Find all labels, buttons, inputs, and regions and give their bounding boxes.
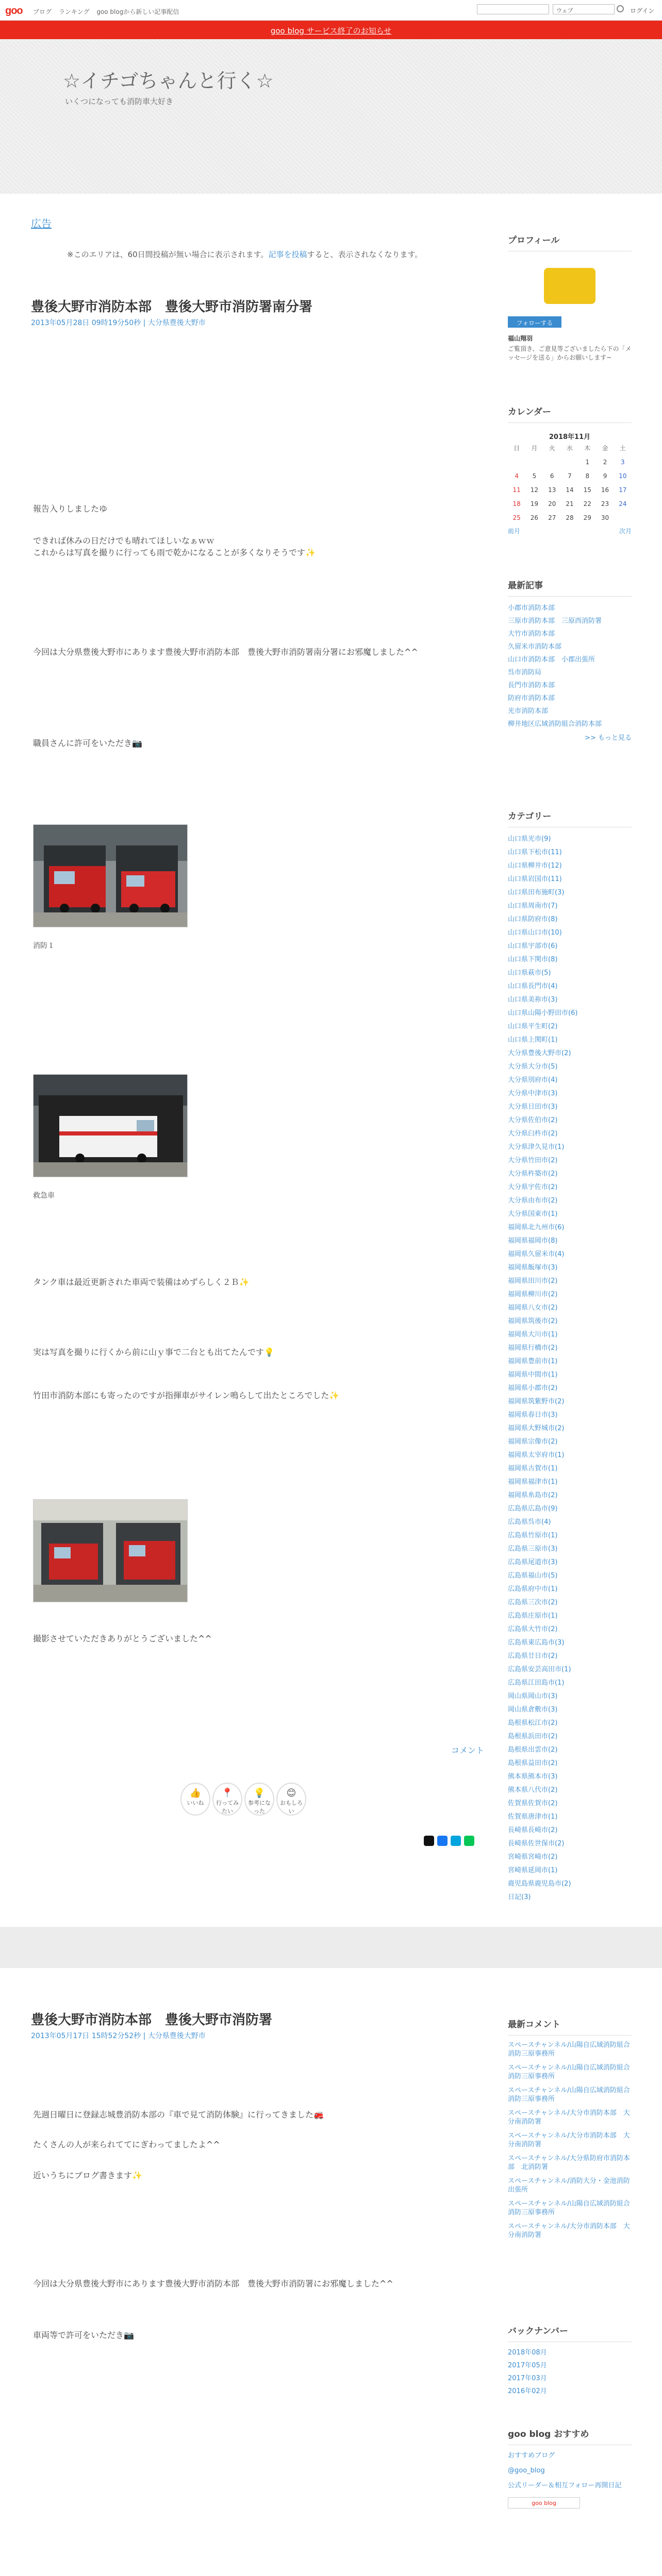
calendar-day: 13 [548,486,556,494]
line-share-icon[interactable] [464,1836,474,1846]
post-paragraph: 今回は大分県豊後大野市にあります豊後大野市消防本部 豊後大野市消防署南分署にお邪魔しました^^ [33,647,418,657]
category-link[interactable]: 熊本県八代市(2) [508,1786,558,1794]
post-paragraph: タンク車は最近更新された車両で装備はめずらしく２Ｂ✨ [33,1277,250,1287]
fire-station-image [34,825,188,927]
category-link[interactable]: 山口県岩国市(11) [508,875,562,883]
weekday: 金 [602,445,608,452]
category-link[interactable]: 山口県山陽小野田市(6) [508,1009,578,1017]
category-link[interactable]: 福岡県糸島市(2) [508,1492,558,1499]
category-link[interactable]: 島根県益田市(2) [508,1759,558,1767]
category-link[interactable]: 広島県呉市(4) [508,1518,551,1526]
category-link[interactable]: 福岡県豊前市(1) [508,1358,558,1365]
category-link[interactable]: 山口県周南市(7) [508,902,558,910]
recent-post-link[interactable]: 三原市消防本部 三原西消防署 [508,617,602,625]
nav-new[interactable]: goo blogから新しい記事配信 [96,8,179,15]
service-notice-link[interactable]: goo blog サービス終了のお知らせ [270,26,392,36]
post-article-link[interactable]: 記事を投稿 [268,250,307,259]
goo-recommend-link[interactable]: 公式リーダー＆相互フォロー再開日記 [508,2482,622,2489]
category-link[interactable]: 山口県柳井市(12) [508,862,562,870]
recent-post-link[interactable]: 柳井地区広域消防組合消防本部 [508,720,602,728]
category-link[interactable]: 山口県下関市(8) [508,956,558,963]
category-link[interactable]: 山口県防府市(8) [508,916,558,923]
login-link[interactable]: ログイン [630,7,655,14]
post-meta[interactable]: 2013年05月28日 09時19分50秒 | 大分県豊後大野市 [31,319,206,327]
category-link[interactable]: 福岡県筑後市(2) [508,1317,558,1325]
calendar-day: 24 [619,500,627,507]
x-share-icon[interactable] [424,1836,434,1846]
reaction-label: いいね [187,1800,204,1806]
blog-title[interactable]: ☆イチゴちゃんと行く☆ [63,70,274,92]
goo-recommend-link[interactable]: おすすめブログ [508,2452,555,2460]
calendar-day: 12 [530,486,539,494]
calendar-month: 2018年11月 [549,433,591,441]
recent-post-link[interactable]: 防府市消防本部 [508,694,555,702]
category-link[interactable]: 長崎県佐世保市(2) [508,1840,565,1848]
category-link[interactable]: 鹿児島県鹿児島市(2) [508,1880,571,1888]
calendar-day: 22 [583,500,591,507]
top-nav [33,7,184,16]
category-link[interactable]: 広島県東広島市(3) [508,1639,565,1647]
post-paragraph: 竹田市消防本部にも寄ったのですが指揮車がサイレン鳴らして出たところでした✨ [33,1391,340,1400]
weekday: 土 [619,445,626,452]
goo-recommend-list [508,2451,632,2490]
top-bar [0,0,662,21]
category-link[interactable]: 大分県国東市(1) [508,1210,558,1218]
post-paragraph: できれば休みの日だけでも晴れてほしいなぁｗｗ [33,536,215,546]
category-link[interactable]: 福岡県久留米市(4) [508,1250,565,1258]
goo-logo[interactable]: goo [5,5,23,16]
more-link[interactable]: >> もっと見る [585,734,632,742]
blog-subtitle: いくつになっても消防車大好き [65,97,174,106]
calendar-day: 5 [532,472,537,480]
category-link[interactable]: 広島県福山市(5) [508,1572,558,1580]
goo-blog-badge[interactable]: goo blog [508,2497,580,2509]
section-band [0,1927,662,1968]
category-link[interactable]: 福岡県行橋市(2) [508,1344,558,1352]
category-link[interactable]: 山口県宇部市(6) [508,942,558,950]
profile-name[interactable]: 福山翔羽 [508,335,533,342]
comment-link-item[interactable]: スペースチャンネル/山陽自広域消防組合 消防三原事務所 [508,2041,637,2058]
goo-recommend-link[interactable]: @goo_blog [508,2467,545,2475]
calendar-day: 19 [530,500,539,507]
calendar-day: 3 [621,458,625,466]
nav-ranking[interactable]: ランキング [58,8,90,15]
category-link[interactable]: 広島県大竹市(2) [508,1625,558,1633]
widget-heading: バックナンバー [508,2324,632,2342]
post-paragraph: 車両等で許可をいただき📷 [33,2330,134,2340]
calendar-week [508,455,632,469]
weekday: 水 [566,445,573,452]
calendar-day: 26 [530,514,539,521]
search-icon[interactable] [617,5,624,12]
widget-heading: プロフィール [508,233,632,251]
comment-link-item[interactable]: スペースチャンネル/山陽自広域消防組合 消防三原事務所 [508,2200,637,2216]
category-link[interactable]: 福岡県八女市(2) [508,1304,558,1312]
reaction-label: 参考になった [248,1800,271,1815]
calendar-week [508,497,632,511]
post-paragraph: 実は写真を撮りに行くから前に山ｙ事で二台とも出てたんです💡 [33,1347,274,1357]
post-paragraph: たくさんの人が来られててにぎわってましたよ^^ [33,2140,220,2149]
widget-heading: goo blog おすすめ [508,2427,632,2445]
category-link[interactable]: 広島県府中市(1) [508,1585,558,1593]
category-link[interactable]: 福岡県春日市(3) [508,1411,558,1419]
category-link[interactable]: 佐賀県佐賀市(2) [508,1800,558,1807]
categories-widget [508,809,632,1906]
comment-link-item[interactable]: スペースチャンネル/大分市消防本部 大分南消防署 [508,2223,630,2239]
calendar-day: 6 [550,472,554,480]
category-link[interactable]: 福岡県筑紫野市(2) [508,1398,565,1405]
weekday: 日 [514,445,520,452]
post-paragraph: 職員さんに許可をいただき📷 [33,738,142,748]
recent-posts-widget [508,578,632,742]
calendar-table [508,441,632,524]
recent-posts-list [508,604,632,728]
pin-icon: 📍 [221,1788,234,1799]
category-link[interactable]: 山口県田布施町(3) [508,889,565,896]
calendar-day: 25 [512,514,521,521]
post-meta[interactable]: 2013年05月17日 15時52分52秒 | 大分県豊後大野市 [31,2032,206,2040]
category-link[interactable]: 山口県萩市(5) [508,969,551,977]
backnumber-link[interactable]: 2017年03月 [508,2375,547,2382]
calendar-widget [508,404,632,535]
calendar-day: 8 [585,472,590,480]
calendar-day [614,511,632,524]
category-link[interactable]: 佐賀県唐津市(1) [508,1813,558,1821]
category-link[interactable]: 福岡県福津市(1) [508,1478,558,1486]
calendar-day [525,455,543,469]
post-paragraph: 撮影させていただきありがとうございました^^ [33,1634,212,1643]
category-link[interactable]: 日記(3) [508,1893,531,1901]
recent-post-link[interactable]: 小郡市消防本部 [508,604,555,612]
category-link[interactable]: 山口県下松市(11) [508,849,562,856]
smile-icon: 😊 [286,1788,296,1799]
comment-link-item[interactable]: スペースチャンネル/山陽自広域消防組合 消防三原事務所 [508,2064,637,2080]
thumbs-up-icon: 👍 [189,1788,202,1799]
calendar-day: 23 [601,500,609,507]
post-2-header [31,2009,479,2041]
category-link[interactable]: 広島県三次市(2) [508,1599,558,1606]
category-link[interactable]: 福岡県飯塚市(3) [508,1264,558,1272]
post-title[interactable]: 豊後大野市消防本部 豊後大野市消防署南分署 [31,299,313,315]
lightbulb-icon: 💡 [253,1788,266,1799]
calendar-day: 2 [603,458,607,466]
post-1-header [31,296,479,328]
category-link[interactable]: 岡山県岡山市(3) [508,1692,558,1700]
fire-garage-image [34,1500,188,1602]
reaction-funny-button[interactable] [276,1783,306,1816]
category-link[interactable]: 福岡県柳川市(2) [508,1291,558,1298]
recent-post-link[interactable]: 長門市消防本部 [508,682,555,689]
category-link[interactable]: 福岡県古賀市(1) [508,1465,558,1472]
comment-list [508,2041,637,2240]
avatar[interactable] [544,268,595,304]
widget-heading: 最新記事 [508,578,632,597]
follow-button[interactable]: フォローする [508,316,561,328]
goo-recommend-widget [508,2427,632,2509]
calendar-week [508,469,632,483]
category-link[interactable]: 大分県津久見市(1) [508,1143,565,1151]
reaction-label: おもしろい [280,1800,303,1815]
recent-post-link[interactable]: 大竹市消防本部 [508,630,555,638]
category-link[interactable]: 山口県光市(9) [508,835,551,843]
category-link[interactable]: 広島県安芸高田市(1) [508,1666,571,1673]
calendar-day: 11 [512,486,521,494]
category-link[interactable]: 大分県臼杵市(2) [508,1130,558,1138]
category-link[interactable]: 山口県美祢市(3) [508,996,558,1004]
blog-header [0,39,662,194]
category-link[interactable]: 山口県平生町(2) [508,1023,558,1030]
comment-link[interactable]: コメント [451,1745,485,1755]
photo-caption: 救急車 [33,1192,55,1200]
backnumber-link[interactable]: 2017年05月 [508,2362,547,2369]
category-link[interactable]: 宮崎県宮崎市(2) [508,1853,558,1861]
category-link[interactable]: 広島県庄原市(1) [508,1612,558,1620]
category-link[interactable]: 大分県別府市(4) [508,1076,558,1084]
post-paragraph: これからは写真を撮りに行っても雨で乾かになることが多くなりそうです✨ [33,548,316,557]
ambulance-photo[interactable] [33,1074,188,1177]
category-link[interactable]: 山口県山口市(10) [508,929,562,937]
profile-bio: ご覧頂き、ご意見等ございましたら下の「メッセージを送る」からお願いします~ [508,345,632,361]
calendar-day: 28 [566,514,574,521]
calendar-day: 21 [566,500,574,507]
calendar-day: 20 [548,500,556,507]
facebook-share-icon[interactable] [437,1836,448,1846]
calendar-day: 1 [585,458,590,466]
category-link[interactable]: 広島県尾道市(3) [508,1558,558,1566]
category-link[interactable]: 福岡県大野城市(2) [508,1425,565,1432]
backnumber-widget [508,2324,632,2400]
category-link[interactable]: 熊本県熊本市(3) [508,1773,558,1781]
recent-post-link[interactable]: 呉市消防局 [508,669,542,676]
ad-note [67,249,422,260]
comment-link-item[interactable]: スペースチャンネル/山陽自広域消防組合 消防三原事務所 [508,2087,637,2103]
weekday: 月 [531,445,538,452]
reaction-buttons [180,1783,304,1819]
widget-heading: カレンダー [508,404,632,423]
calendar-next-link[interactable]: 次月 [619,528,632,535]
reaction-label: 行ってみたい [216,1800,239,1815]
recent-post-link[interactable]: 久留米市消防本部 [508,643,562,651]
category-link[interactable]: 福岡県北九州市(6) [508,1224,565,1231]
comment-link-item[interactable]: スペースチャンネル/大分市消防本部 大分南消防署 [508,2109,630,2126]
weekday: 木 [584,445,591,452]
calendar-day: 27 [548,514,556,521]
calendar-day [561,455,578,469]
profile-widget [508,233,632,362]
category-link[interactable]: 福岡県太宰府市(1) [508,1451,565,1459]
widget-heading: 最新コメント [508,2017,632,2036]
calendar-day: 29 [583,514,591,521]
post-title[interactable]: 豊後大野市消防本部 豊後大野市消防署 [31,2012,273,2028]
weekday: 火 [549,445,555,452]
category-link[interactable]: 大分県竹田市(2) [508,1157,558,1164]
search-scope-select[interactable]: ウェブ [553,4,615,14]
ad-note-text-1: ※このエリアは、60日間投稿が無い場合に表示されます。 [67,250,269,259]
category-link[interactable]: 岡山県倉敷市(3) [508,1706,558,1714]
service-notice-banner [0,21,662,39]
search-input[interactable] [477,4,549,14]
ambulance-image [34,1075,188,1177]
post-paragraph: 今回は大分県豊後大野市にあります豊後大野市消防本部 豊後大野市消防署にお邪魔しました^^ [33,2279,393,2289]
category-link[interactable]: 大分県中津市(3) [508,1090,558,1097]
category-link[interactable]: 大分県日田市(3) [508,1103,558,1111]
nav-blog[interactable]: ブログ [33,8,52,15]
category-link[interactable]: 長崎県長崎市(2) [508,1826,558,1834]
photo-caption: 消防１ [33,942,55,950]
backnumber-link[interactable]: 2018年08月 [508,2349,547,2357]
category-link[interactable]: 山口県長門市(4) [508,982,558,990]
category-link[interactable]: 福岡県中間市(1) [508,1371,558,1379]
category-link[interactable]: 大分県由布市(2) [508,1197,558,1205]
category-link[interactable]: 大分県豊後大野市(2) [508,1049,571,1057]
calendar-day: 16 [601,486,609,494]
share-buttons [424,1836,477,1848]
ad-note-text-2: すると、表示されなくなります。 [307,250,423,259]
calendar-day: 30 [601,514,609,521]
category-link[interactable]: 広島県廿日市(2) [508,1652,558,1660]
post-paragraph: 先週日曜日に登録志城豊消防本部の『車で見て消防体験』に行ってきました🚒 [33,2110,324,2120]
widget-heading: カテゴリー [508,809,632,827]
category-link[interactable]: 大分県杵築市(2) [508,1170,558,1178]
category-link[interactable]: 福岡県小郡市(2) [508,1384,558,1392]
category-link[interactable]: 大分県佐伯市(2) [508,1116,558,1124]
category-link[interactable]: 広島県江田島市(1) [508,1679,565,1687]
category-link[interactable]: 大分県宇佐市(2) [508,1183,558,1191]
category-link[interactable]: 島根県松江市(2) [508,1719,558,1727]
post-paragraph: 近いうちにブログ書きます✨ [33,2171,142,2180]
calendar-day: 18 [512,500,521,507]
category-link[interactable]: 大分県大分市(5) [508,1063,558,1071]
hatena-share-icon[interactable] [451,1836,461,1846]
category-link[interactable]: 島根県浜田市(2) [508,1733,558,1740]
comments-widget [508,2017,637,2245]
post-paragraph: 報告入りしましたゆ [33,504,108,514]
category-link[interactable]: 福岡県田川市(2) [508,1277,558,1285]
category-link[interactable]: 山口県上関町(1) [508,1036,558,1044]
fire-truck-photo[interactable] [33,824,188,927]
category-link[interactable]: 福岡県福岡市(8) [508,1237,558,1245]
calendar-day: 14 [566,486,574,494]
category-link[interactable]: 島根県出雲市(2) [508,1746,558,1754]
comment-link-item[interactable]: スペースチャンネル/消防大分・金池消防出張所 [508,2177,630,2194]
category-link[interactable]: 福岡県大川市(1) [508,1331,558,1338]
recent-post-link[interactable]: 光市消防本部 [508,707,549,715]
calendar-day: 9 [603,472,607,480]
calendar-day: 15 [583,486,591,494]
calendar-week [508,483,632,497]
category-list [508,835,632,1902]
backnumber-list [508,2348,632,2396]
reaction-like-button[interactable] [180,1783,210,1816]
category-link[interactable]: 広島県竹原市(1) [508,1532,558,1539]
category-link[interactable]: 広島県三原市(3) [508,1545,558,1553]
comment-link-item[interactable]: スペースチャンネル/大分県防府市消防本部 北消防署 [508,2155,630,2171]
calendar-week [508,511,632,524]
backnumber-link[interactable]: 2016年02月 [508,2387,547,2395]
ad-label[interactable]: 広告 [31,217,52,230]
calendar-day: 17 [619,486,627,494]
calendar-day: 7 [568,472,572,480]
garage-photo[interactable] [33,1499,188,1602]
category-link[interactable]: 広島県広島市(9) [508,1505,558,1513]
calendar-prev-link[interactable]: 前月 [508,528,521,535]
calendar-day: 4 [515,472,519,480]
calendar-day: 10 [619,472,627,480]
calendar-day [543,455,561,469]
reaction-helpful-button[interactable] [244,1783,274,1816]
recent-post-link[interactable]: 山口市消防本部 小郡出張所 [508,656,595,664]
category-link[interactable]: 宮崎県延岡市(1) [508,1867,558,1874]
category-link[interactable]: 福岡県宗像市(2) [508,1438,558,1446]
comment-link-item[interactable]: スペースチャンネル/大分市消防本部 大分南消防署 [508,2132,630,2148]
calendar-day [508,455,525,469]
reaction-want-to-go-button[interactable] [212,1783,242,1816]
